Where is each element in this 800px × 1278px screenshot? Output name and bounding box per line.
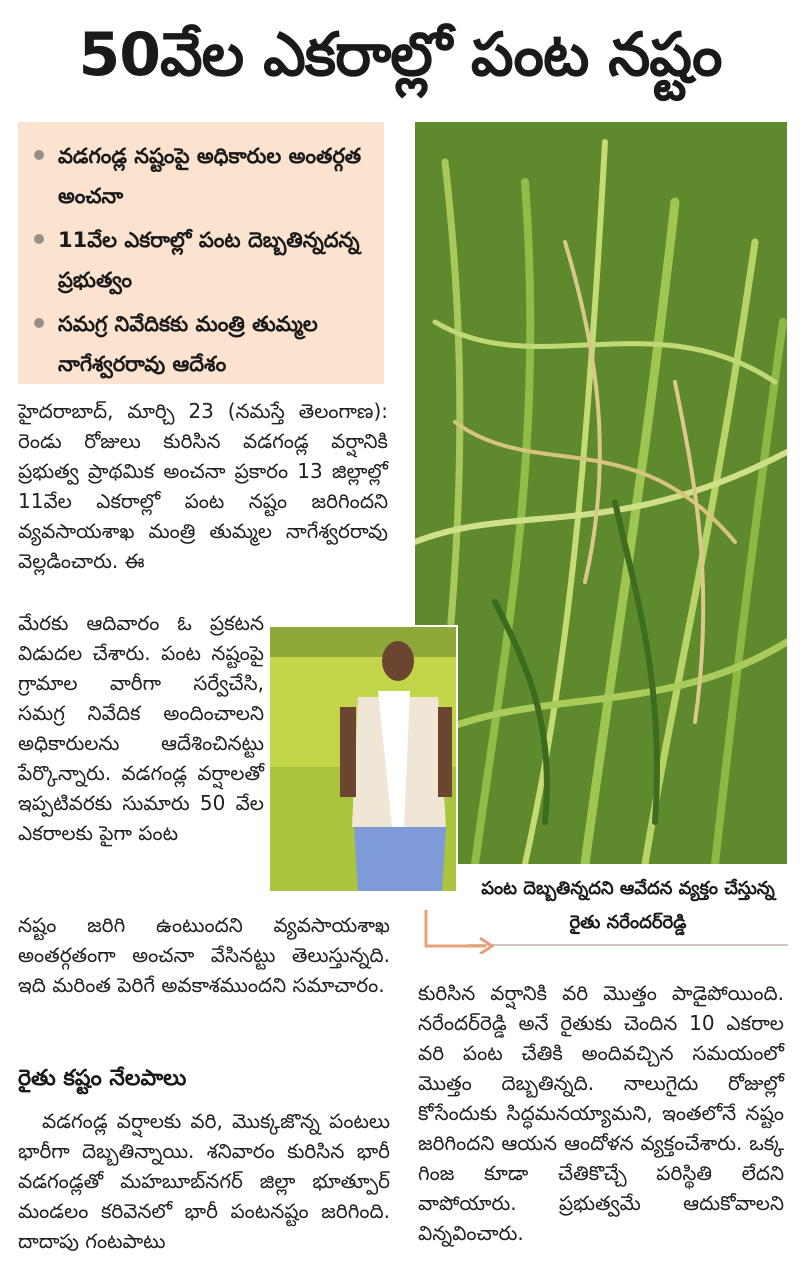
- paddy-field-icon: [415, 122, 787, 864]
- highlight-text: వడగండ్ల నష్టంపై అధికారుల అంతర్గత అంచనా: [58, 144, 362, 208]
- article-paragraph-intro: హైదరాబాద్, మార్చి 23 (నమస్తే తెలంగాణ): రెండు రోజులు కురిసిన వడగండ్ల వర్షానికి ప్రభుత్వ ప్రాథమిక అంచనా ప్రకారం 13 జిల్లాల్లో 11వేల ఎకరాల్లో పంట నష్టం జరిగిందని వ్యవసాయశాఖ మంత్రి తుమ్మల నాగేశ్వరరావు వెల్లడించారు. ఈ: [18, 399, 388, 573]
- farmer-portrait-icon: [270, 627, 456, 891]
- headline: 50వేల ఎకరాల్లో పంట నష్టం: [78, 20, 722, 90]
- article-paragraph-hailstorm: వడగండ్ల వర్షాలకు వరి, మొక్కజొన్న పంటలు భారీగా దెబ్బతిన్నాయి. శనివారం కురిసిన భారీ వడగండ్లతో మహబూబ్‌నగర్ జిల్లా భూత్పూర్ మండలం కరివెనలో భారీ పంటనష్టం జరిగింది. దాదాపు గంటపాటు: [18, 1109, 390, 1253]
- section-subheading: రైతు కష్టం నేలపాలు: [18, 1066, 187, 1091]
- highlight-item: [34, 220, 372, 300]
- highlight-text: 11వేల ఎకరాల్లో పంట దెబ్బతిన్నదన్న ప్రభుత్వం: [58, 228, 360, 292]
- damaged-crop-photo: [415, 122, 787, 864]
- highlight-text: సమగ్ర నివేదికకు మంత్రి తుమ్మల నాగేశ్వరరావు ఆదేశం: [58, 312, 318, 376]
- highlights-box: [18, 122, 384, 384]
- farmer-photo: [268, 625, 458, 893]
- arrow-right-icon: [420, 908, 500, 954]
- bullet-icon: [34, 234, 44, 244]
- bullet-icon: [34, 150, 44, 160]
- photo-caption: పంట దెబ్బతిన్నదని ఆవేదన వ్యక్తం చేస్తున్న రైతు నరేందర్‌రెడ్డి: [468, 872, 788, 946]
- article-paragraph-estimate: నష్టం జరిగి ఉంటుందని వ్యవసాయశాఖ అంతర్గతంగా అంచనా వేసినట్టు తెలుస్తున్నది. ఇది మరింత పెరిగే అవకాశముందని సమాచారం.: [18, 913, 390, 997]
- highlight-item: [34, 304, 372, 384]
- article-paragraph-farmer: కురిసిన వర్షానికి వరి మొత్తం పాడైపోయింది. నరేందర్‌రెడ్డి అనే రైతుకు చెందిన 10 ఎకరాల వరి పంట చేతికి అందివచ్చిన సమయంలో మొత్తం దెబ్బతిన్నది. నాలుగైదు రోజుల్లో కోసేందుకు సిద్ధమనయ్యామని, ఇంతలోనే నష్టం జరిగిందని ఆయన ఆందోళన వ్యక్తంచేశారు. ఒక్క గింజ కూడా చేతికొచ్చే పరిస్థితి లేదని వాపోయారు. ప్రభుత్వమే ఆదుకోవాలని విన్నవించారు.: [418, 981, 784, 1245]
- article-paragraph-wrap: మేరకు ఆదివారం ఓ ప్రకటన విడుదల చేశారు. పంట నష్టంపై గ్రామాల వారీగా సర్వేచేసి, సమగ్ర నివేదిక అందించాలని అధికారులను ఆదేశించినట్టు పేర్కొన్నారు. వడగండ్ల వర్షాలతో ఇప్పటివరకు సుమారు 50 వేల ఎకరాలకు పైగా పంట: [18, 611, 264, 845]
- highlight-item: [34, 136, 372, 216]
- bullet-icon: [34, 318, 44, 328]
